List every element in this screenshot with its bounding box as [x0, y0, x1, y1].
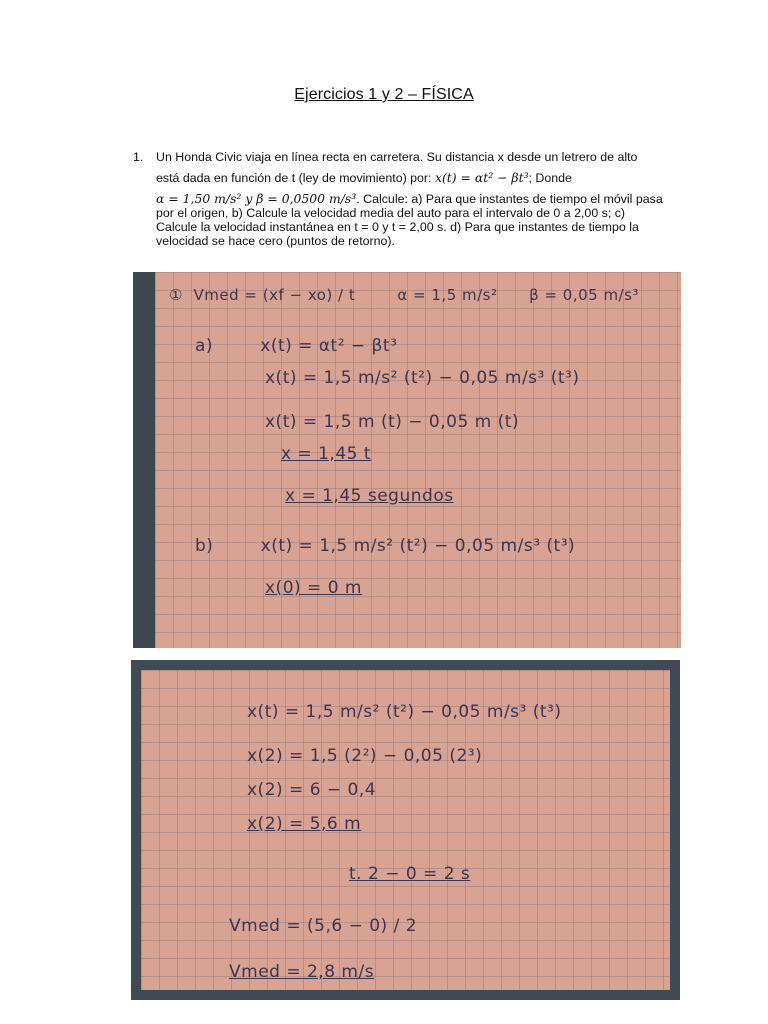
- spiral-ring: [135, 522, 151, 528]
- spiral-ring: [135, 562, 151, 568]
- handwritten-line: x(0) = 0 m: [265, 578, 362, 598]
- motion-equation: x(t) = αt² − βt³: [434, 170, 529, 185]
- handwritten-line: a) x(t) = αt² − βt³: [195, 336, 398, 356]
- exercise-1: [133, 150, 663, 248]
- statement-rest: [156, 192, 663, 248]
- statement-line-2: [156, 171, 663, 185]
- handwritten-line: x(t) = 1,5 m (t) − 0,05 m (t): [265, 412, 520, 432]
- handwritten-line: b) x(t) = 1,5 m/s² (t²) − 0,05 m/s³ (t³): [195, 536, 576, 556]
- handwritten-line: x(t) = 1,5 m/s² (t²) − 0,05 m/s³ (t³): [247, 702, 562, 722]
- handwritten-line: Vmed = 2,8 m/s: [229, 962, 375, 982]
- spiral-ring: [135, 442, 151, 448]
- spiral-ring: [135, 282, 151, 288]
- document-title: Ejercicios 1 y 2 – FÍSICA: [294, 86, 474, 103]
- handwritten-line: x(2) = 1,5 (2²) − 0,05 (2³): [247, 746, 483, 766]
- handwritten-line: Vmed = (5,6 − 0) / 2: [229, 916, 418, 936]
- handwritten-line: x = 1,45 segundos: [285, 486, 454, 506]
- notebook-photo-2: [131, 660, 680, 1000]
- handwritten-line: x(2) = 5,6 m: [247, 814, 362, 834]
- spiral-ring: [135, 402, 151, 408]
- spiral-ring: [135, 602, 151, 608]
- statement-text: está dada en función de t (ley de movimiento) por:: [156, 171, 432, 185]
- handwritten-line: x(t) = 1,5 m/s² (t²) − 0,05 m/s³ (t³): [265, 368, 580, 388]
- constants: α = 1,50 m/s² y β = 0,0500 m/s³: [156, 191, 357, 206]
- statement-line-1: Un Honda Civic viaja en línea recta en carretera. Su distancia x desde un letrero de alto: [156, 150, 638, 164]
- spiral-ring: [135, 482, 151, 488]
- statement-donde: ; Donde: [528, 171, 572, 185]
- spiral-ring: [135, 362, 151, 368]
- exercise-number: 1.: [133, 150, 144, 164]
- questions: . Calcule: a) Para que instantes de tiempo el móvil pasa por el origen, b) Calcule la velocidad media del auto para el intervalo de 0 a 2,00 s; c) Calcule la velocidad instantánea en t = 0 y t = 2,00 s. d) Para que instantes de tiempo la velocidad se hace cero (puntos de retorno).: [156, 192, 663, 248]
- handwritten-line: x = 1,45 t: [281, 444, 372, 464]
- handwritten-line: t. 2 − 0 = 2 s: [349, 864, 471, 884]
- spiral-ring: [135, 322, 151, 328]
- notebook-photo-1: [133, 272, 681, 648]
- handwritten-line: x(2) = 6 − 0,4: [247, 780, 377, 800]
- exercise-statement: [156, 150, 663, 248]
- handwritten-line: ① Vmed = (xf − xo) / t α = 1,5 m/s² β = 0,05 m/s³: [169, 286, 639, 304]
